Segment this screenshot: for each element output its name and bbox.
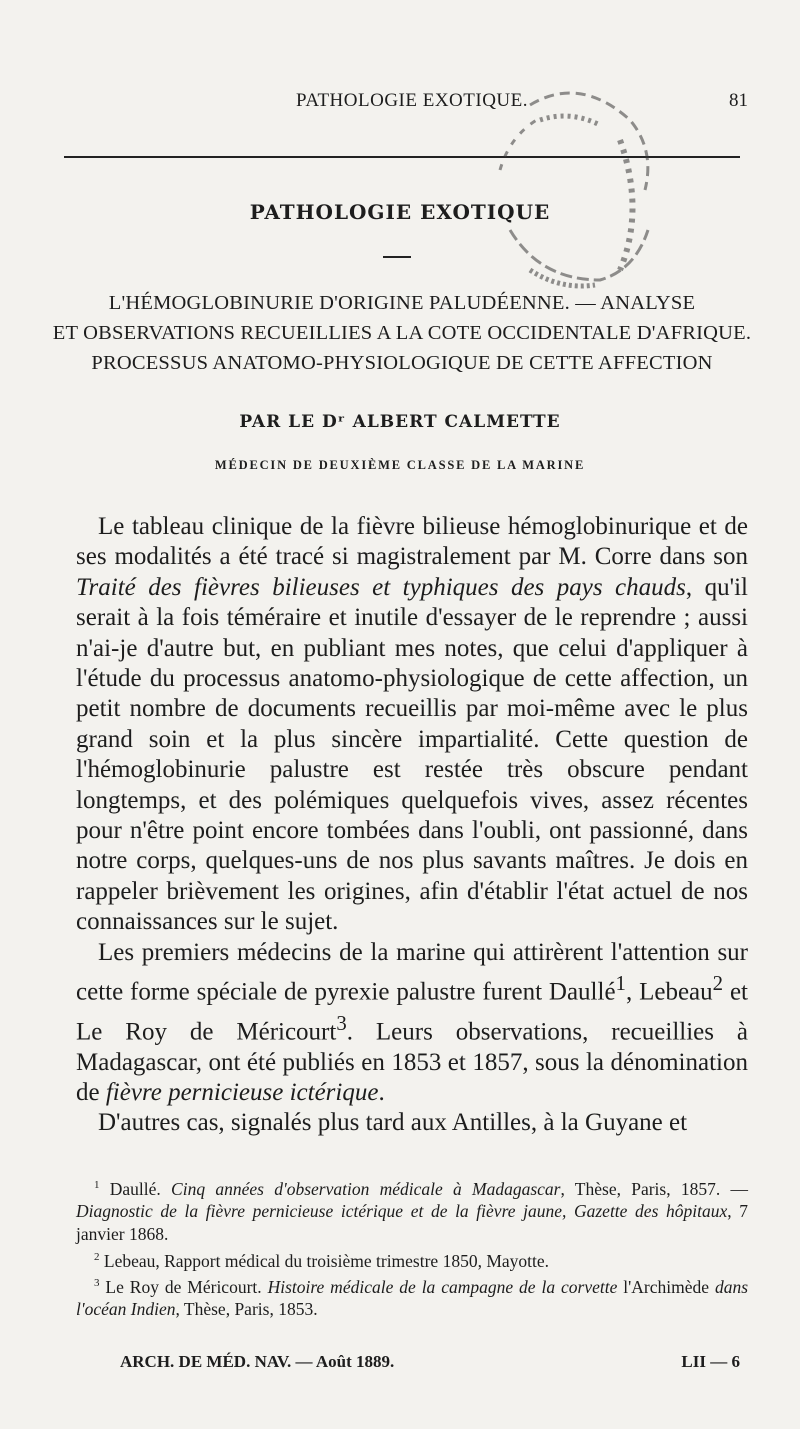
body-paragraph: Le tableau clinique de la fièvre bilieuse hémoglobinurique et de ses modalités a été tracé si magistralement par M. Corre dans son Traité des fièvres bilieuses et typhiques des pays chauds, qu'il serait à la fois téméraire et inutile d'essayer de le reprendre ; aussi n'ai-je d'autre but, en publiant mes notes, que celui d'appliquer à l'étude du processus anatomo-physiologique de cette affection, un petit nombre de documents recueillis par moi-même avec le plus grand soin et la plus sincère impartialité. Cette question de l'hémoglobinurie palustre est restée très obscure pendant longtemps, et des polémiques quelquefois vives, assez récentes pour n'être point encore tombées dans l'oubli, ont passionné, dans notre corps, quelques-uns de nos plus savants maîtres. Je dois en rappeler brièvement les origines, afin d'établir l'état actuel de nos connaissances sur le sujet. <box>76 513 748 936</box>
footnote-ref[interactable]: 1 <box>615 971 626 996</box>
page-footer <box>120 1352 740 1378</box>
footnotes <box>76 1174 748 1321</box>
body-paragraph: D'autres cas, signalés plus tard aux Antilles, à la Guyane et <box>98 1109 688 1137</box>
article-title-line-2: ET OBSERVATIONS RECUEILLIES A LA COTE OCCIDENTALE D'AFRIQUE. <box>52 322 752 344</box>
running-head <box>0 90 800 118</box>
article-title <box>44 288 760 378</box>
footer-volume: LII — 6 <box>681 1352 740 1371</box>
article-title-line-3: PROCESSUS ANATOMO-PHYSIOLOGIQUE DE CETTE AFFECTION <box>91 352 713 374</box>
library-stamp <box>470 80 660 310</box>
footnote-3: $^3$ Le Roy de Méricourt. Histoire médicale de la campagne de la corvette l'Archimède dans l'océan Indien, Thèse, Paris, 1853. <box>76 1276 749 1320</box>
section-title: PATHOLOGIE EXOTIQUE <box>249 200 551 224</box>
author-byline: PAR LE Dʳ ALBERT CALMETTE <box>239 412 561 432</box>
footnote-ref[interactable]: 2 <box>712 971 724 996</box>
article-title-line-1: L'HÉMOGLOBINURIE D'ORIGINE PALUDÉENNE. — ANALYSE <box>108 292 696 314</box>
footnote-1: $^1$ Daullé. Cinq années d'observation médicale à Madagascar, Thèse, Paris, 1857. — Diagnostic de la fièvre pernicieuse ictérique et de la fièvre jaune, Gazette des hôpitaux, 7 janvier 1868. <box>76 1178 748 1245</box>
running-head-title: PATHOLOGIE EXOTIQUE. <box>296 90 528 111</box>
title-dash <box>383 256 411 258</box>
author-affiliation: MÉDECIN DE DEUXIÈME CLASSE DE LA MARINE <box>214 458 586 472</box>
footnote-2: $^2$ Lebeau, Rapport médical du troisième trimestre 1850, Mayotte. <box>94 1250 550 1271</box>
article-body <box>76 512 748 1139</box>
footer-journal: ARCH. DE MÉD. NAV. — Août 1889. <box>120 1352 395 1371</box>
body-paragraph: Les premiers médecins de la marine qui attirèrent l'attention sur cette forme spéciale de pyrexie palustre furent Daullé$^1$, Lebeau$^2$ et Le Roy de Méricourt$^3$. Leurs observations, recueillies à Madagascar, ont été publiés en 1853 et 1857, sous la dénomination de fièvre pernicieuse ictérique. <box>76 938 748 1106</box>
page-number: 81 <box>729 90 748 111</box>
footnote-ref[interactable]: 3 <box>336 1010 347 1035</box>
